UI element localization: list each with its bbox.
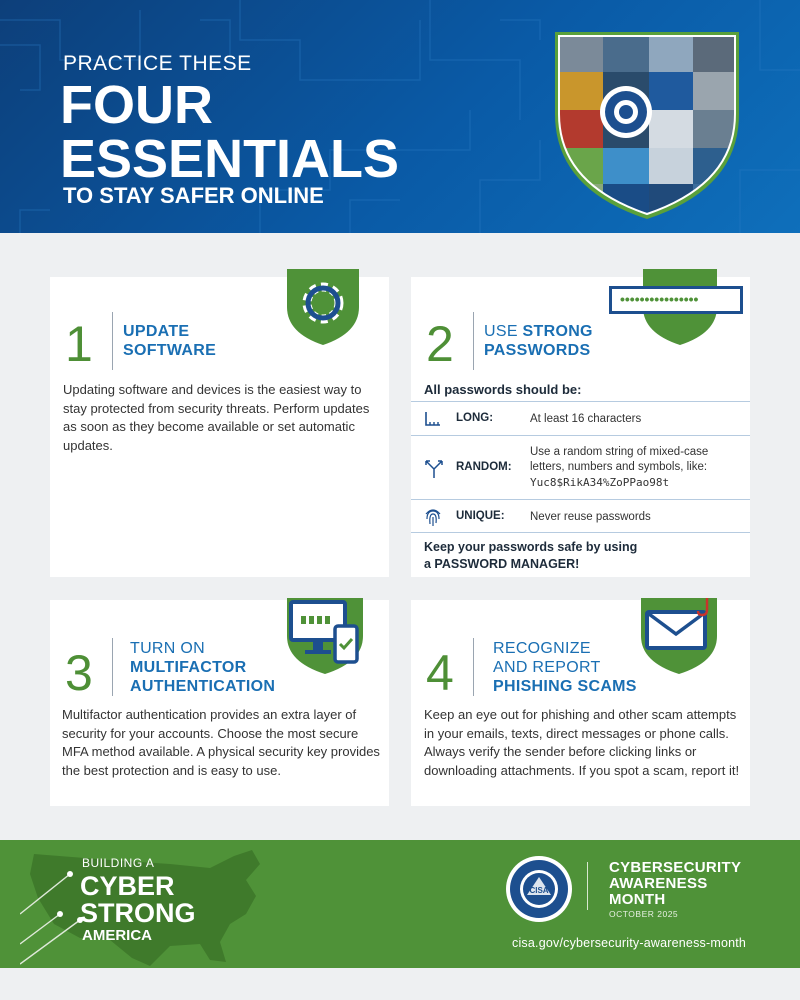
- campaign-line3: MONTH: [609, 891, 666, 908]
- tip-line2: a PASSWORD MANAGER!: [424, 557, 580, 571]
- card-title-line2: MULTIFACTOR: [130, 659, 247, 676]
- header-subtitle: TO STAY SAFER ONLINE: [63, 183, 324, 208]
- tip-line1: Keep your passwords safe by using: [424, 540, 638, 554]
- header-title-line1: FOUR: [60, 75, 213, 135]
- footer-title-line2: STRONG: [80, 898, 196, 928]
- card-title: [130, 639, 275, 696]
- divider: [473, 638, 474, 696]
- card-title: [123, 322, 216, 360]
- envelope-hook-icon: [639, 596, 719, 676]
- campaign-line2: AWARENESS: [609, 875, 708, 892]
- card-title-line2: AND REPORT: [493, 659, 601, 676]
- random-arrows-icon: [423, 459, 445, 479]
- card-title-line1: TURN ON: [130, 640, 205, 657]
- footer-pretitle: BUILDING A: [82, 856, 155, 870]
- card-title-line2: SOFTWARE: [123, 342, 217, 359]
- divider: [473, 312, 474, 370]
- card-title-line3: AUTHENTICATION: [130, 678, 276, 695]
- title-plain: USE: [484, 323, 523, 340]
- seal-center-text: CISA: [529, 886, 549, 895]
- criteria-value-example: Yuc8$RikA34%ZoPPao98t: [530, 476, 670, 489]
- card-body: Multifactor authentication provides an extra layer of security for your accounts. Choose the most secure MFA method available. A physical security key provides the best protection and is easy to use.: [62, 707, 380, 778]
- criteria-key: UNIQUE:: [456, 510, 505, 522]
- footer-url[interactable]: cisa.gov/cybersecurity-awareness-month: [512, 936, 747, 950]
- card-title-line1: UPDATE: [123, 323, 190, 340]
- card-title-line1: RECOGNIZE: [493, 640, 591, 657]
- fingerprint-icon: [423, 506, 443, 528]
- card-body: Updating software and devices is the easiest way to stay protected from security threats. Perform updates as soon as they become available or set automatic updates.: [63, 382, 370, 453]
- monitor-phone-icon: [285, 596, 365, 676]
- cisa-seal-icon: [505, 855, 573, 923]
- criteria-key: LONG:: [456, 412, 494, 424]
- campaign-line1: CYBERSECURITY: [609, 859, 742, 876]
- criteria-value: Never reuse passwords: [530, 511, 651, 523]
- footer-banner: [0, 840, 800, 968]
- campaign-date: OCTOBER 2025: [609, 909, 679, 919]
- password-field: [609, 286, 743, 314]
- card-body: Keep an eye out for phishing and other scam attempts in your emails, texts, direct messages or phone calls. Always verify the sender before clicking links or downloading attachments. If you spot a scam, report it!: [424, 707, 740, 778]
- criteria-row-long: [411, 401, 750, 435]
- photo-collage-shield: [553, 24, 741, 219]
- footer-divider: [587, 862, 588, 910]
- criteria-key: RANDOM:: [456, 461, 512, 473]
- card-number: 3: [65, 645, 93, 701]
- card-title-line2: PASSWORDS: [484, 342, 591, 359]
- card-title-line1: [484, 322, 593, 341]
- criteria-value: At least 16 characters: [530, 413, 642, 425]
- header-title-line2: ESSENTIALS: [60, 129, 400, 189]
- gear-icon: [285, 267, 361, 347]
- header-pretitle: PRACTICE THESE: [63, 52, 252, 75]
- criteria-heading: All passwords should be:: [424, 382, 582, 397]
- title-bold: STRONG: [522, 323, 593, 340]
- card-number: 4: [426, 645, 454, 701]
- password-mask: ••••••••••••••••: [620, 291, 699, 307]
- criteria-value-line1: Use a random string of mixed-case: [530, 446, 709, 458]
- ruler-icon: [423, 410, 443, 428]
- card-phishing: [411, 600, 750, 806]
- card-title: [484, 322, 593, 360]
- criteria-value-line2: letters, numbers and symbols, like:: [530, 461, 708, 473]
- card-number: 1: [65, 316, 93, 372]
- criteria-row-random: [411, 435, 750, 499]
- card-title-line3: PHISHING SCAMS: [493, 678, 637, 695]
- card-number: 2: [426, 316, 454, 372]
- criteria-value: [530, 445, 708, 490]
- divider: [112, 638, 113, 696]
- page-bottom-strip: [0, 968, 800, 1000]
- header-banner: [0, 0, 800, 233]
- criteria-row-unique: [411, 499, 750, 533]
- card-strong-passwords: [411, 277, 750, 577]
- card-title: [493, 639, 637, 696]
- divider: [112, 312, 113, 370]
- footer-title-line1: CYBER: [80, 871, 175, 901]
- card-multifactor: [50, 600, 389, 806]
- card-update-software: [50, 277, 389, 577]
- password-manager-tip: [424, 539, 637, 573]
- footer-subtitle: AMERICA: [82, 927, 152, 944]
